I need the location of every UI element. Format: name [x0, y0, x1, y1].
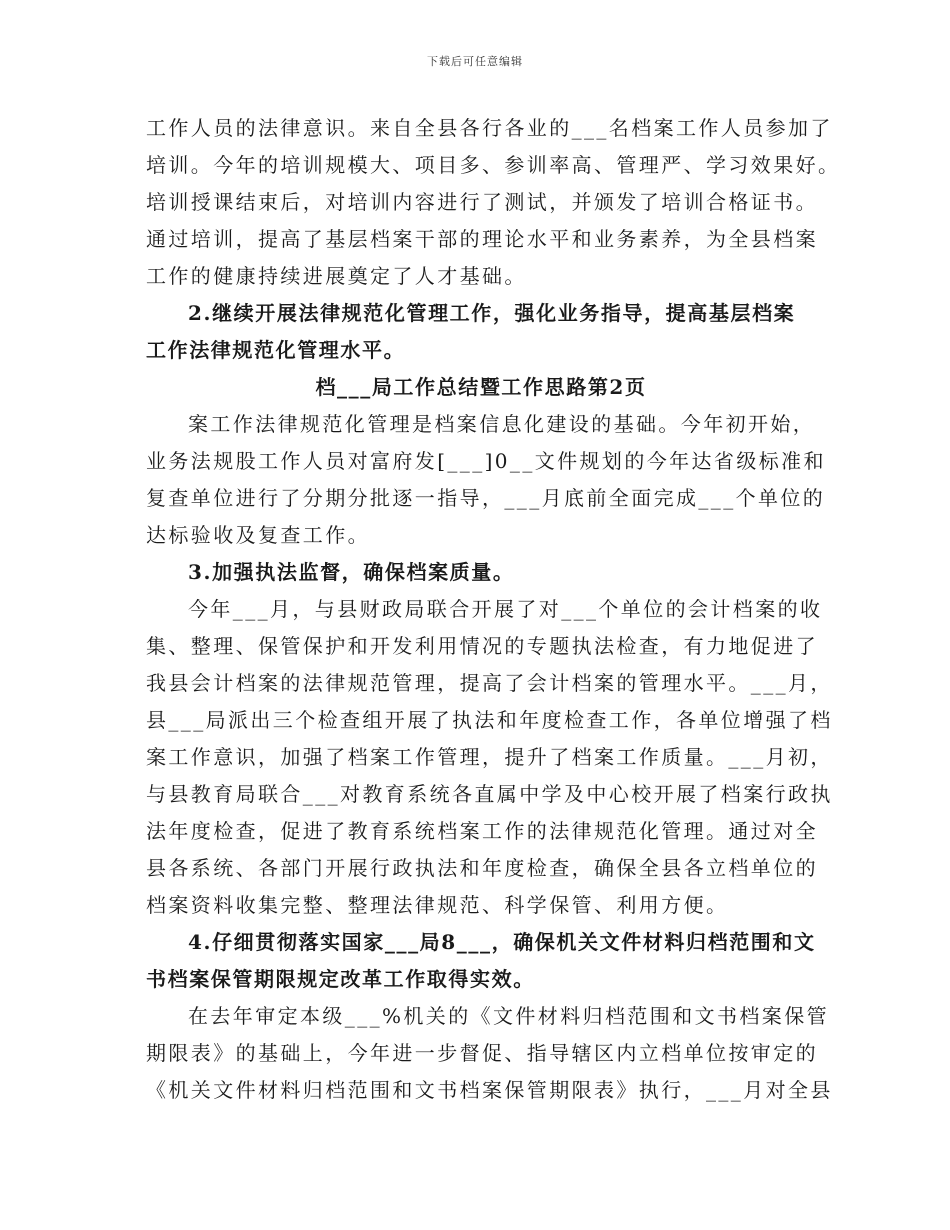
- section-heading: 3.加强执法监督，确保档案质量。: [188, 560, 515, 584]
- body-line: 集、整理、保管保护和开发利用情况的专题执法检查，有力地促进了: [146, 634, 818, 658]
- body-line: 档案资料收集完整、整理法律规范、科学保管、利用方便。: [146, 893, 729, 917]
- body-line: 案工作意识，加强了档案工作管理，提升了档案工作质量。___月初，: [146, 745, 833, 769]
- section-heading: 4.仔细贯彻落实国家___局8___，确保机关文件材料归档范围和文: [188, 930, 816, 954]
- body-line: 案工作法律规范化管理是档案信息化建设的基础。今年初开始，: [188, 412, 816, 436]
- section-heading-cont: 书档案保管期限规定改革工作取得实效。: [146, 967, 535, 991]
- body-line: 法年度检查，促进了教育系统档案工作的法律规范化管理。通过对全: [146, 819, 818, 843]
- body-line: 今年___月，与县财政局联合开展了对___个单位的会计档案的收: [188, 597, 823, 621]
- body-line: 通过培训，提高了基层档案干部的理论水平和业务素养，为全县档案: [146, 227, 818, 251]
- section-heading: 2.继续开展法律规范化管理工作，强化业务指导，提高基层档案: [188, 301, 796, 325]
- body-line: 培训授课结束后，对培训内容进行了测试，并颁发了培训合格证书。: [146, 190, 818, 214]
- section-heading-cont: 工作法律规范化管理水平。: [146, 338, 406, 362]
- document-body: [146, 110, 841, 1109]
- body-line: 工作人员的法律意识。来自全县各行各业的___名档案工作人员参加了: [146, 116, 833, 140]
- body-line: 与县教育局联合___对教育系统各直属中学及中心校开展了档案行政执: [146, 782, 833, 806]
- body-line: 县各系统、各部门开展行政执法和年度检查，确保全县各立档单位的: [146, 856, 818, 880]
- body-line: 在去年审定本级___%机关的《文件材料归档范围和文书档案保管: [188, 1004, 830, 1028]
- body-line: 《机关文件材料归档范围和文书档案保管期限表》执行，___月对全县: [146, 1078, 833, 1102]
- body-line: 县___局派出三个检查组开展了执法和年度检查工作，各单位增强了档: [146, 708, 833, 732]
- body-line: 期限表》的基础上，今年进一步督促、指导辖区内立档单位按审定的: [146, 1041, 818, 1065]
- page-subtitle: 档___局工作总结暨工作思路第2页: [315, 375, 647, 399]
- body-line: 我县会计档案的法律规范管理，提高了会计档案的管理水平。___月，: [146, 671, 833, 695]
- page-header: 下载后可任意编辑: [427, 55, 523, 68]
- body-line: 复查单位进行了分期分批逐一指导，___月底前全面完成___个单位的: [146, 486, 826, 510]
- body-line: 达标验收及复查工作。: [146, 523, 370, 547]
- body-line: 培训。今年的培训规模大、项目多、参训率高、管理严、学习效果好。: [146, 153, 841, 177]
- body-line: 工作的健康持续进展奠定了人才基础。: [146, 264, 527, 288]
- body-line: 业务法规股工作人员对富府发[___]0__文件规划的今年达省级标准和: [146, 449, 826, 473]
